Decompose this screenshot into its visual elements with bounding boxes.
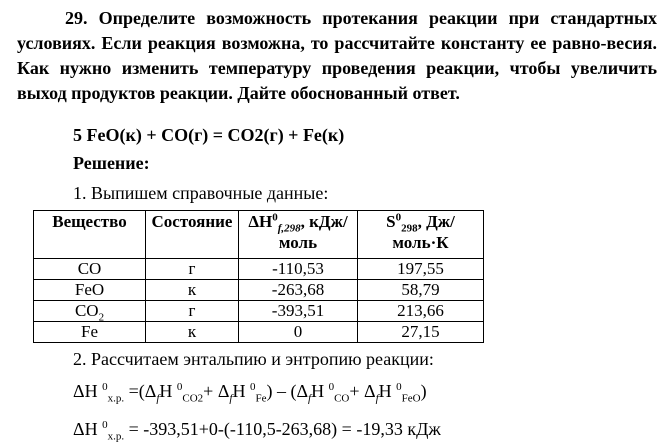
cell-entropy: 27,15 <box>358 322 484 343</box>
problem-number: 29. <box>65 8 88 28</box>
cell-substance: CO <box>34 259 146 280</box>
table-row <box>34 301 484 322</box>
enthalpy-formula: ΔH $^0_{х.р.} =(\Delta_fH$ $^0_{CO2}+ \Delta_fH$ $^0_{Fe}) - (\Delta_fH$ $^0_{CO}+ \Delta_fH$ $^0_{FeO}$) <box>73 381 427 405</box>
table-row <box>34 322 484 343</box>
cell-enthalpy: -393,51 <box>239 301 358 322</box>
cell-substance: Fe <box>34 322 146 343</box>
cell-enthalpy: -110,53 <box>239 259 358 280</box>
cell-substance: FeO <box>34 280 146 301</box>
cell-entropy: 213,66 <box>358 301 484 322</box>
problem-statement <box>17 6 657 106</box>
reference-data-table <box>33 210 484 343</box>
step2-text: 2. Рассчитаем энтальпию и энтропию реакции: <box>73 349 434 369</box>
problem-text: Определите возможность протекания реакции при стандартных условиях. Если реакция возможна, то рассчитайте константу ее равно-весия. Как нужно изменить температуру проведения реакции, чтобы увеличить выход продуктов реакции. Дайте обоснованный ответ. <box>17 8 657 103</box>
cell-entropy: 197,55 <box>358 259 484 280</box>
cell-entropy: 58,79 <box>358 280 484 301</box>
cell-state: к <box>146 322 239 343</box>
header-enthalpy: $\Delta H^0_{f,298}$, кДж/моль <box>239 211 358 259</box>
table-header-row <box>34 211 484 259</box>
cell-substance: $CO_2$ <box>34 301 146 322</box>
table-row <box>34 259 484 280</box>
header-substance: Вещество <box>34 211 146 259</box>
header-state: Состояние <box>146 211 239 259</box>
cell-state: к <box>146 280 239 301</box>
reaction-equation: 5 FeO(к) + CO(г) = CO2(г) + Fe(к) <box>73 125 345 145</box>
table-row <box>34 280 484 301</box>
header-entropy: $S^0_{298}$, Дж/моль·К <box>358 211 484 259</box>
step1-text: 1. Выпишем справочные данные: <box>73 183 329 203</box>
cell-enthalpy: -263,68 <box>239 280 358 301</box>
cell-state: г <box>146 301 239 322</box>
solution-heading: Решение: <box>73 153 150 173</box>
cell-enthalpy: 0 <box>239 322 358 343</box>
enthalpy-calculation: ΔH $^0_{х.р.}$ = -393,51+0-(-110,5-263,68) = -19,33 кДж <box>73 419 441 443</box>
cell-state: г <box>146 259 239 280</box>
